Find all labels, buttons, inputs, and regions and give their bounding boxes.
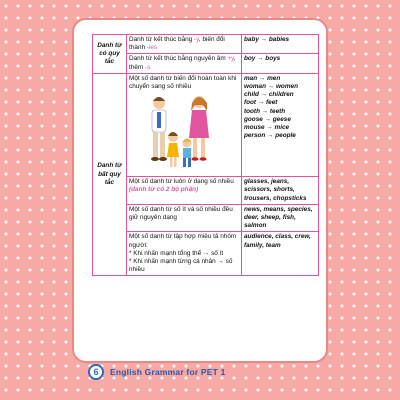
rule-note: (danh từ có 2 bộ phận) [129,186,199,194]
rule-suffix: -ies [146,44,158,52]
irregular-rule-4 [127,232,242,276]
irregular-rule-1 [127,73,242,176]
table-row [93,35,319,54]
example-item: mouse → mice [244,124,290,132]
rule-text: Một số danh từ biến đổi hoàn toàn khi chuyển sang số nhiều [129,74,237,91]
book-page [72,18,328,363]
irregular-examples-1 [242,73,319,176]
regular-nouns-label: Danh từ có quy tắc [93,35,127,74]
rule-text: Danh từ kết thúc bằng nguyên âm [129,55,228,63]
example-item: woman → women [244,83,298,91]
rule-text: * Khi nhấn mạnh từng cá nhân → số nhiều [129,258,233,274]
irregular-examples-2: glasses, jeans, scissors, shorts, trousers, chopsticks [242,177,319,205]
rule-text: , thêm [129,55,236,71]
family-illustration-image [129,93,233,175]
irregular-rule-3: Một số danh từ số ít và số nhiều đều giữ nguyên dạng [127,204,242,232]
table-row [93,177,319,205]
table-row [93,54,319,73]
book-title: English Grammar for PET 1 [110,367,226,377]
irregular-examples-3: news, means, species, deer, sheep, fish, salmon [242,204,319,232]
example-item: foot → feet [244,99,278,107]
rule-suffix: -y [194,36,199,43]
table-row [93,73,319,176]
example-item: man → men [244,74,281,82]
irregular-rule-2 [127,177,242,205]
example-item: tooth → teeth [244,107,286,115]
page-footer [88,364,328,382]
rule-suffix: +y [227,55,234,63]
rule-text: * Khi nhấn mạnh tổng thể → số ít [129,249,224,257]
plural-nouns-table [92,34,319,276]
table-row [93,232,319,276]
rule-text: Một số danh từ tập hợp miêu tả nhóm người: [129,233,237,249]
rule-text: Danh từ kết thúc bằng [129,36,195,43]
regular-rule-2 [127,54,242,73]
example-item: child → children [244,91,294,99]
rule-text: , biến đổi thành [129,36,225,52]
regular-example-1: baby → babies [242,35,319,54]
rule-text: Một số danh từ luôn ở dạng số nhiều [129,178,234,186]
example-item: person → people [244,132,296,140]
irregular-nouns-label: Danh từ bất quy tắc [93,73,127,276]
regular-rule-1 [127,35,242,54]
family-illustration [129,93,239,175]
regular-example-2: boy → boys [242,54,319,73]
example-item: goose → geese [244,115,291,123]
table-row [93,204,319,232]
page-number: 6 [88,364,104,380]
irregular-examples-4: audience, class, crew, family, team [242,232,319,276]
rule-suffix: -s [144,63,151,71]
